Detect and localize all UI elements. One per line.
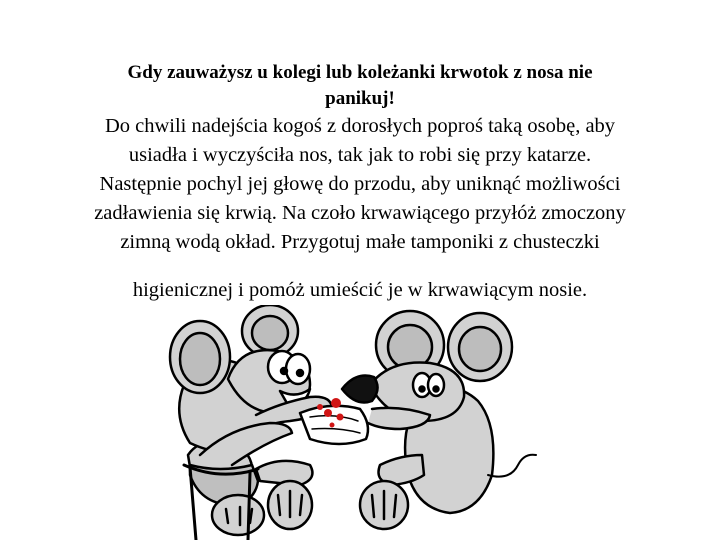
body-line-5: zimną wodą okład. Przygotuj małe tamponiki z chusteczki: [120, 231, 600, 253]
body-line-1: Do chwili nadejścia kogoś z dorosłych poproś taką osobę, aby: [104, 115, 616, 137]
body-line-4: zadławienia się krwią. Na czoło krwawiącego przyłóż zmoczony: [94, 202, 626, 224]
two-mice-nosebleed-icon: [160, 305, 550, 540]
body-line-3: Następnie pochyl jej głowę do przodu, aby uniknąć możliwości: [99, 173, 621, 195]
right-mouse: [342, 311, 536, 529]
heading-line-1: Gdy zauważysz u kolegi lub koleżanki krwotok z nosa nie: [127, 62, 593, 83]
heading-line-2: panikuj!: [325, 88, 395, 109]
body-line-6: higienicznej i pomóż umieścić je w krwawiącym nosie.: [132, 279, 588, 301]
instruction-text: [30, 60, 690, 257]
body-line-2: usiadła i wyczyściła nos, tak jak to robi się przy katarze.: [128, 144, 592, 166]
